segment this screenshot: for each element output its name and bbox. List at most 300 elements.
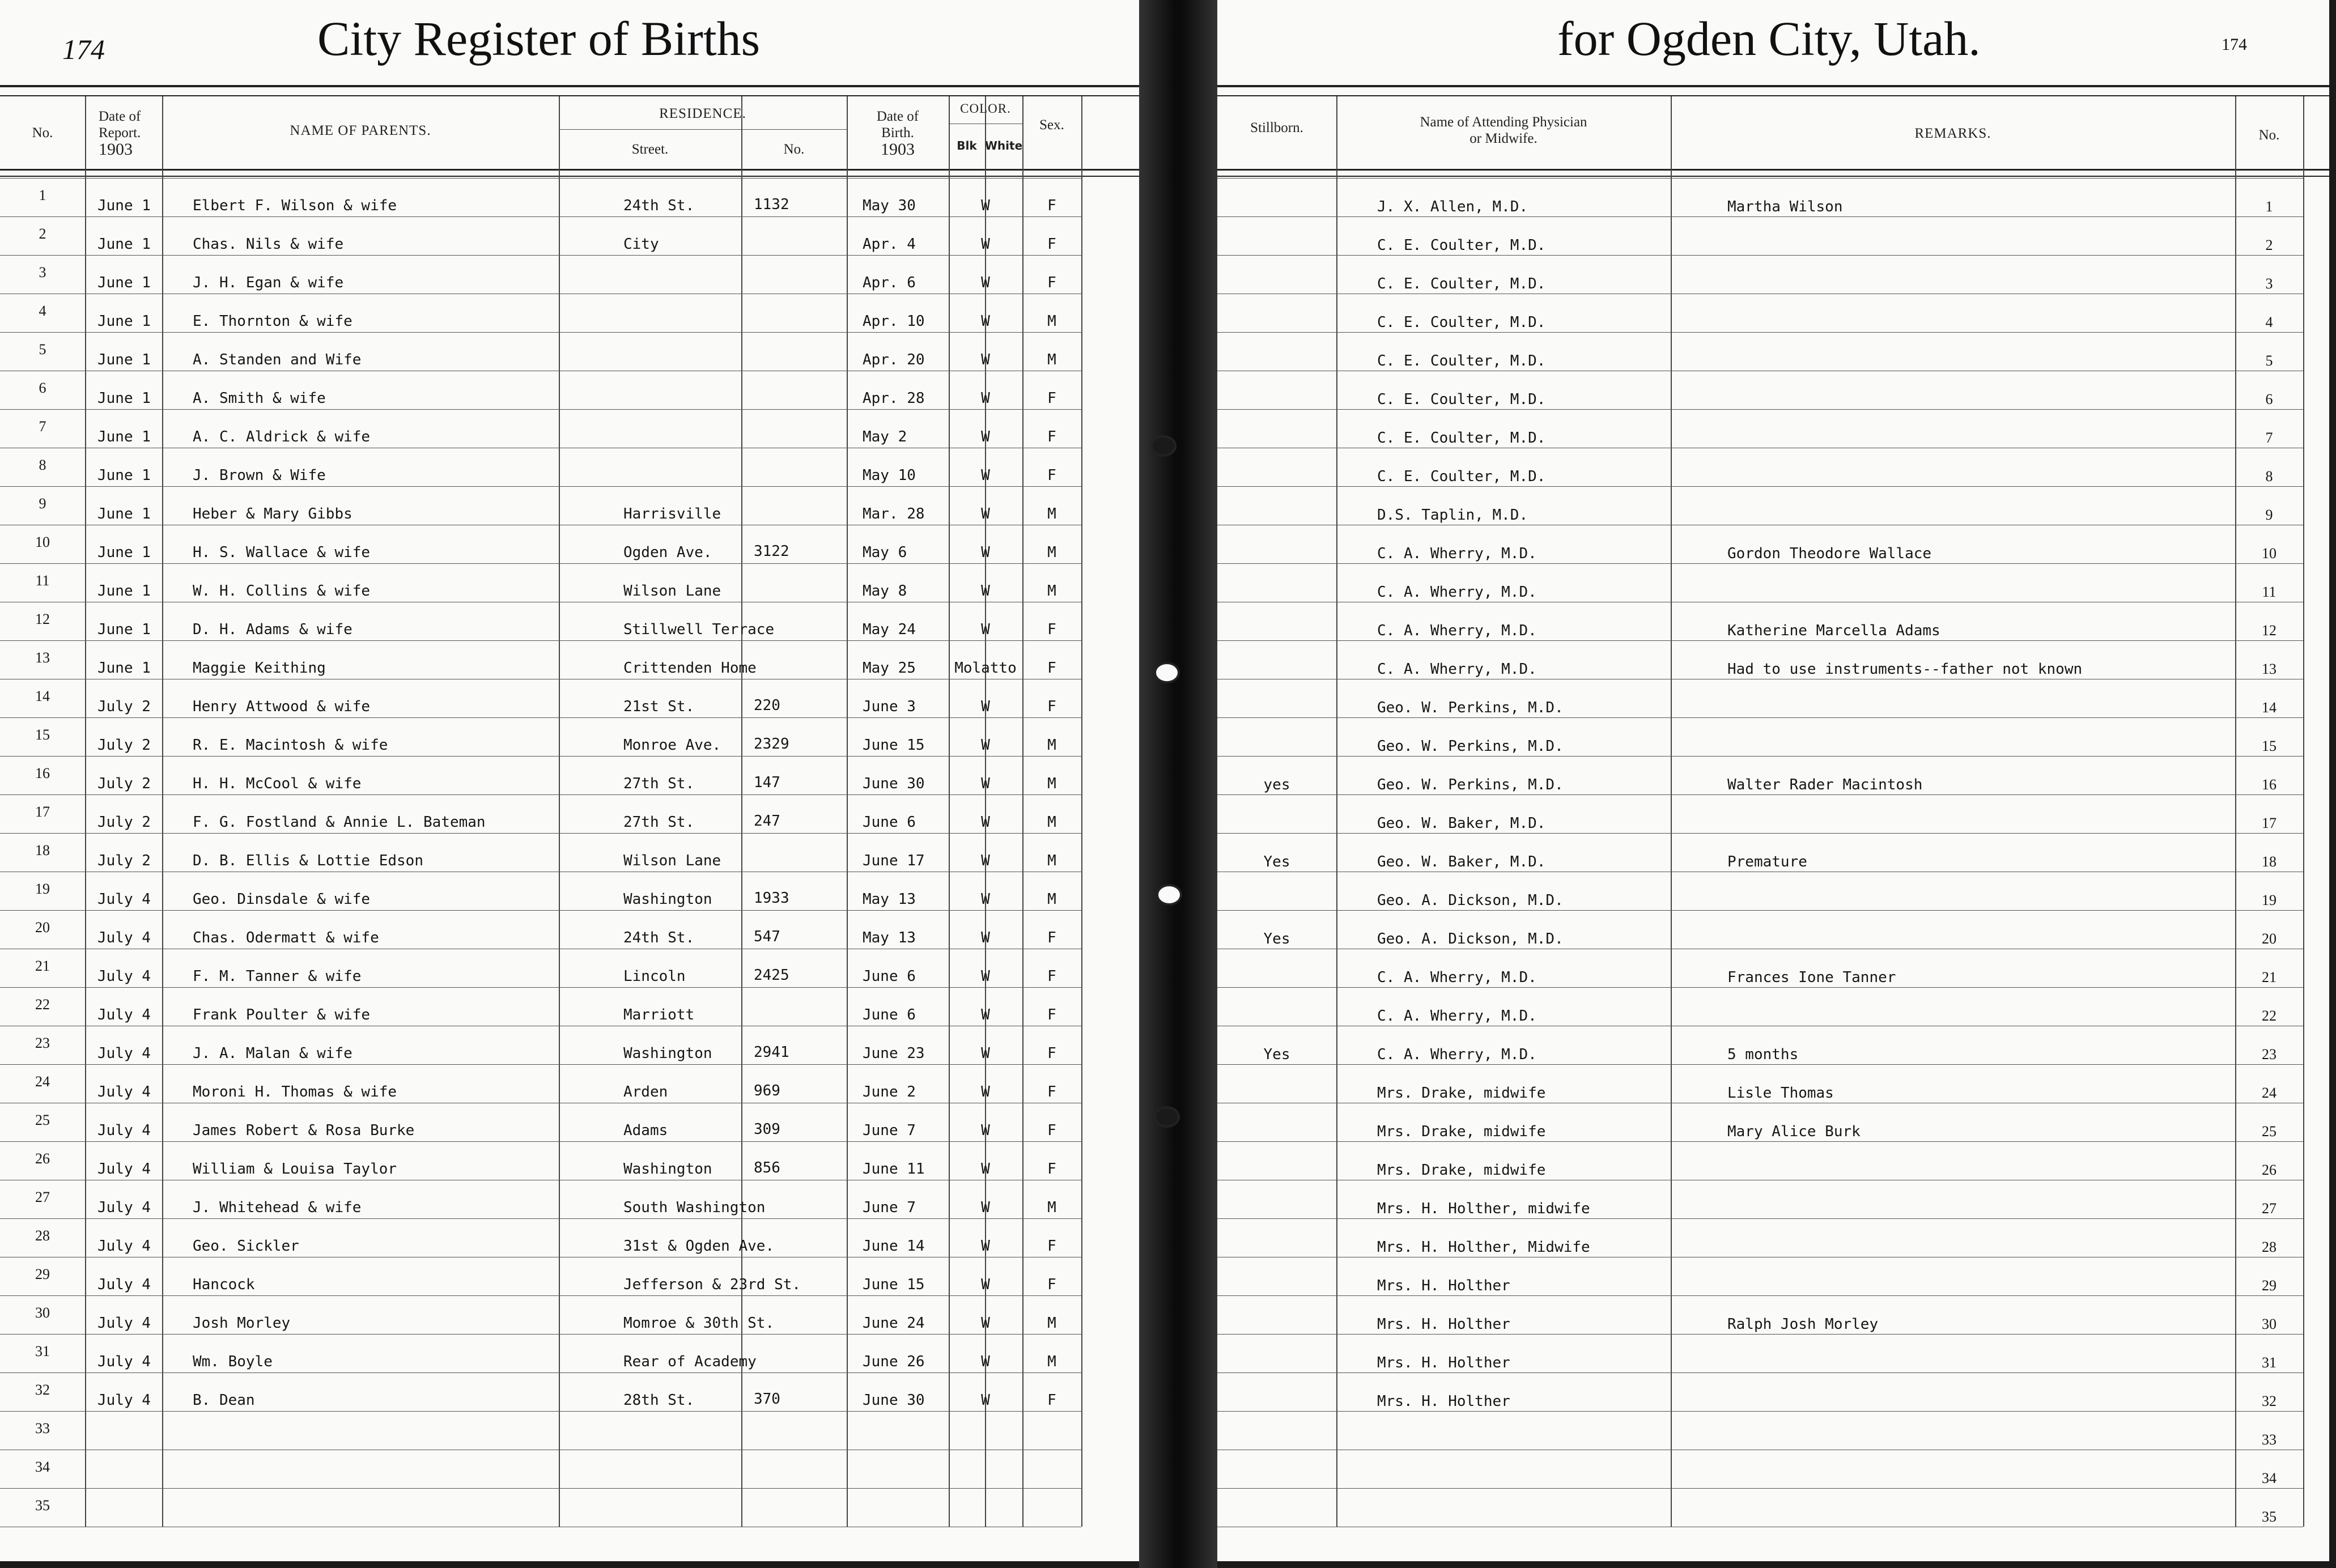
book-gutter xyxy=(1139,0,1217,1568)
color-mark: W xyxy=(981,1199,990,1216)
parents-name: W. H. Collins & wife xyxy=(193,583,371,600)
birth-date: June 14 xyxy=(863,1238,925,1255)
binder-ring-hole xyxy=(1156,884,1182,906)
header-res-no: No. xyxy=(783,141,805,157)
residence-number: 856 xyxy=(754,1159,780,1176)
column-rule xyxy=(162,96,163,1527)
right-row-number: 30 xyxy=(2262,1316,2276,1332)
attending-physician: C. A. Wherry, M.D. xyxy=(1377,584,1537,601)
color-mark: W xyxy=(981,737,990,754)
row-number: 31 xyxy=(35,1343,50,1359)
residence-number: 1933 xyxy=(754,890,789,907)
binder-clip xyxy=(1150,435,1177,457)
birth-date: June 11 xyxy=(863,1161,925,1178)
row-number: 24 xyxy=(35,1073,50,1090)
report-date: June 1 xyxy=(97,583,151,600)
remarks-text: Martha Wilson xyxy=(1727,198,1843,215)
row-rule xyxy=(1217,717,2303,718)
left-page-title: City Register of Births xyxy=(317,11,761,66)
sex-mark: M xyxy=(1047,737,1056,754)
report-date: July 4 xyxy=(97,1122,151,1139)
birth-date: June 17 xyxy=(863,852,925,869)
residence-street: Arden xyxy=(623,1083,668,1100)
header-street: Street. xyxy=(631,141,669,157)
row-rule xyxy=(1217,1488,2303,1489)
residence-number: 370 xyxy=(754,1391,780,1408)
attending-physician: Geo. W. Baker, M.D. xyxy=(1377,853,1546,870)
report-date: July 2 xyxy=(97,775,151,792)
birth-date: Apr. 28 xyxy=(863,390,925,407)
residence-number: 309 xyxy=(754,1121,780,1138)
right-row-number: 20 xyxy=(2262,930,2276,947)
row-number: 6 xyxy=(39,380,46,396)
row-rule xyxy=(1217,563,2303,564)
column-rule xyxy=(741,96,742,1527)
row-number: 14 xyxy=(35,688,50,704)
attending-physician: Mrs. H. Holther xyxy=(1377,1354,1510,1371)
row-number: 15 xyxy=(35,726,50,743)
attending-physician: Mrs. Drake, midwife xyxy=(1377,1123,1546,1140)
color-mark: W xyxy=(981,1045,990,1062)
row-rule xyxy=(0,1372,1081,1373)
residence-street: 24th St. xyxy=(623,197,695,214)
sex-mark: F xyxy=(1047,698,1056,715)
parents-name: Geo. Sickler xyxy=(193,1238,299,1255)
stillborn-mark: Yes xyxy=(1263,1046,1290,1063)
attending-physician: Geo. W. Perkins, M.D. xyxy=(1377,699,1564,716)
attending-physician: C. E. Coulter, M.D. xyxy=(1377,314,1546,331)
report-date: July 4 xyxy=(97,1083,151,1100)
row-number: 17 xyxy=(35,804,50,820)
row-number: 18 xyxy=(35,842,50,859)
birth-date: May 10 xyxy=(863,467,916,484)
color-mark: W xyxy=(981,351,990,368)
parents-name: E. Thornton & wife xyxy=(193,313,352,330)
parents-name: William & Louisa Taylor xyxy=(193,1161,397,1178)
row-number: 5 xyxy=(39,341,46,358)
right-page-title: for Ogden City, Utah. xyxy=(1557,11,1981,66)
parents-name: Josh Morley xyxy=(193,1315,291,1332)
color-mark: W xyxy=(981,544,990,561)
parents-name: R. E. Macintosh & wife xyxy=(193,737,388,754)
left-page xyxy=(0,0,1139,1561)
color-mark: W xyxy=(981,891,990,908)
attending-physician: Geo. W. Perkins, M.D. xyxy=(1377,776,1564,793)
row-number: 25 xyxy=(35,1112,50,1128)
color-mark: W xyxy=(981,1238,990,1255)
sex-mark: M xyxy=(1047,544,1056,561)
report-date: June 1 xyxy=(97,428,151,445)
row-rule xyxy=(1217,409,2303,410)
color-mark: W xyxy=(981,583,990,600)
residence-street: 27th St. xyxy=(623,775,695,792)
attending-physician: C. A. Wherry, M.D. xyxy=(1377,1008,1537,1025)
color-mark: W xyxy=(981,1122,990,1139)
parents-name: J. A. Malan & wife xyxy=(193,1045,352,1062)
residence-street: Stillwell Terrace xyxy=(623,621,775,638)
right-row-number: 24 xyxy=(2262,1085,2276,1101)
column-rule xyxy=(559,96,560,170)
left-page-mark: 174 xyxy=(62,33,105,65)
row-rule xyxy=(0,1411,1081,1412)
column-rule xyxy=(1336,96,1337,1527)
attending-physician: Geo. A. Dickson, M.D. xyxy=(1377,892,1564,909)
row-rule xyxy=(1217,910,2303,911)
row-rule xyxy=(0,794,1081,795)
right-row-number: 26 xyxy=(2262,1162,2276,1178)
color-mark: W xyxy=(981,775,990,792)
column-rule xyxy=(949,96,950,1527)
row-rule xyxy=(1217,1141,2303,1142)
residence-number: 147 xyxy=(754,774,780,791)
report-date: July 4 xyxy=(97,1006,151,1023)
color-mark: W xyxy=(981,1276,990,1293)
residence-number: 1132 xyxy=(754,196,789,213)
row-rule xyxy=(0,833,1081,834)
birth-date: June 6 xyxy=(863,814,916,831)
color-mark: W xyxy=(981,428,990,445)
stillborn-mark: yes xyxy=(1263,776,1290,793)
parents-name: A. C. Aldrick & wife xyxy=(193,428,371,445)
stillborn-mark: Yes xyxy=(1263,853,1290,870)
birth-date: May 25 xyxy=(863,660,916,677)
row-rule xyxy=(0,756,1081,757)
attending-physician: C. E. Coulter, M.D. xyxy=(1377,468,1546,485)
row-rule xyxy=(1217,1064,2303,1065)
residence-street: Crittenden Home xyxy=(623,660,757,677)
birth-date: Apr. 4 xyxy=(863,236,916,253)
binder-ring-hole xyxy=(1154,662,1180,683)
row-rule xyxy=(0,1064,1081,1065)
report-date: July 4 xyxy=(97,1353,151,1370)
report-date: July 2 xyxy=(97,737,151,754)
parents-name: James Robert & Rosa Burke xyxy=(193,1122,415,1139)
sex-mark: F xyxy=(1047,1006,1056,1023)
residence-street: Washington xyxy=(623,1045,712,1062)
residence-street: 27th St. xyxy=(623,814,695,831)
row-rule xyxy=(1217,833,2303,834)
parents-name: H. H. McCool & wife xyxy=(193,775,362,792)
birth-date: May 2 xyxy=(863,428,907,445)
column-rule xyxy=(85,96,86,1527)
sex-mark: F xyxy=(1047,1392,1056,1409)
right-row-number: 7 xyxy=(2265,430,2273,446)
header-blk: Blk xyxy=(957,138,977,152)
report-date: June 1 xyxy=(97,351,151,368)
right-row-number: 6 xyxy=(2265,391,2273,407)
color-mark: W xyxy=(981,1392,990,1409)
right-row-number: 8 xyxy=(2265,468,2273,485)
right-page-mark: 174 xyxy=(2222,35,2247,54)
remarks-text: Had to use instruments--father not known xyxy=(1727,661,2083,678)
parents-name: A. Smith & wife xyxy=(193,390,326,407)
remarks-text: Gordon Theodore Wallace xyxy=(1727,545,1932,562)
color-mark: W xyxy=(981,197,990,214)
birth-date: May 30 xyxy=(863,197,916,214)
row-number: 28 xyxy=(35,1227,50,1244)
sex-mark: F xyxy=(1047,968,1056,985)
sex-mark: M xyxy=(1047,775,1056,792)
right-row-number: 11 xyxy=(2262,584,2276,600)
right-row-number: 23 xyxy=(2262,1046,2276,1063)
row-rule xyxy=(0,563,1081,564)
row-number: 7 xyxy=(39,418,46,435)
header-color: COLOR. xyxy=(960,101,1011,116)
report-date: June 1 xyxy=(97,236,151,253)
right-row-number: 25 xyxy=(2262,1123,2276,1140)
binder-clip xyxy=(1154,1106,1180,1128)
header-date-birth-year: 1903 xyxy=(881,139,915,159)
column-rule xyxy=(2303,96,2304,1527)
header-physician-line-2: or Midwife. xyxy=(1469,131,1537,146)
color-mark: W xyxy=(981,814,990,831)
attending-physician: C. A. Wherry, M.D. xyxy=(1377,1046,1537,1063)
header-white: White xyxy=(984,138,1023,152)
remarks-text: 5 months xyxy=(1727,1046,1799,1063)
row-rule xyxy=(0,640,1081,641)
attending-physician: C. E. Coulter, M.D. xyxy=(1377,237,1546,254)
header-residence: RESIDENCE. xyxy=(659,105,746,121)
parents-name: J. Brown & Wife xyxy=(193,467,326,484)
row-number: 21 xyxy=(35,958,50,974)
row-number: 23 xyxy=(35,1035,50,1051)
row-rule xyxy=(1217,216,2303,217)
column-rule xyxy=(1671,96,1672,1527)
report-date: July 4 xyxy=(97,891,151,908)
row-rule xyxy=(1217,255,2303,256)
row-number: 2 xyxy=(39,226,46,242)
row-rule xyxy=(0,1334,1081,1335)
report-date: June 1 xyxy=(97,274,151,291)
attending-physician: Mrs. H. Holther xyxy=(1377,1277,1510,1294)
residence-street: Jefferson & 23rd St. xyxy=(623,1276,801,1293)
attending-physician: Mrs. Drake, midwife xyxy=(1377,1162,1546,1179)
row-number: 22 xyxy=(35,996,50,1013)
birth-date: June 15 xyxy=(863,737,925,754)
attending-physician: Mrs. H. Holther, Midwife xyxy=(1377,1239,1590,1256)
report-date: July 4 xyxy=(97,1161,151,1178)
attending-physician: C. A. Wherry, M.D. xyxy=(1377,661,1537,678)
birth-date: June 2 xyxy=(863,1083,916,1100)
sex-mark: F xyxy=(1047,274,1056,291)
row-number: 20 xyxy=(35,919,50,936)
residence-number: 247 xyxy=(754,813,780,830)
header-no: No. xyxy=(32,125,53,141)
row-rule xyxy=(0,987,1081,988)
sex-mark: F xyxy=(1047,929,1056,946)
header-physician xyxy=(1336,96,1671,164)
sex-mark: F xyxy=(1047,428,1056,445)
row-rule xyxy=(0,910,1081,911)
residence-number: 2941 xyxy=(754,1044,789,1061)
parents-name: J. H. Egan & wife xyxy=(193,274,344,291)
row-number: 11 xyxy=(35,572,50,589)
remarks-text: Ralph Josh Morley xyxy=(1727,1316,1879,1333)
birth-date: May 6 xyxy=(863,544,907,561)
residence-street: Lincoln xyxy=(623,968,686,985)
row-number: 9 xyxy=(39,495,46,512)
row-rule xyxy=(0,1218,1081,1219)
color-mark: W xyxy=(981,1161,990,1178)
attending-physician: C. E. Coulter, M.D. xyxy=(1377,430,1546,447)
attending-physician: C. A. Wherry, M.D. xyxy=(1377,545,1537,562)
parents-name: F. G. Fostland & Annie L. Bateman xyxy=(193,814,486,831)
row-number: 16 xyxy=(35,765,50,781)
birth-date: Apr. 10 xyxy=(863,313,925,330)
birth-date: Apr. 20 xyxy=(863,351,925,368)
row-rule xyxy=(1217,1295,2303,1296)
right-row-number: 13 xyxy=(2262,661,2276,677)
sex-mark: F xyxy=(1047,1122,1056,1139)
report-date: July 4 xyxy=(97,1276,151,1293)
right-row-number: 14 xyxy=(2262,699,2276,716)
parents-name: Maggie Keithing xyxy=(193,660,326,677)
residence-number: 220 xyxy=(754,697,780,714)
color-mark: W xyxy=(981,968,990,985)
header-stillborn: Stillborn. xyxy=(1250,120,1303,135)
report-date: July 4 xyxy=(97,1392,151,1409)
right-row-number: 33 xyxy=(2262,1431,2276,1448)
right-row-number: 27 xyxy=(2262,1200,2276,1217)
color-mark: W xyxy=(981,621,990,638)
row-rule xyxy=(0,332,1081,333)
birth-date: June 26 xyxy=(863,1353,925,1370)
right-row-number: 17 xyxy=(2262,815,2276,831)
birth-date: May 8 xyxy=(863,583,907,600)
right-row-number: 32 xyxy=(2262,1393,2276,1409)
color-mark: W xyxy=(981,1353,990,1370)
row-number: 19 xyxy=(35,881,50,897)
parents-name: Frank Poulter & wife xyxy=(193,1006,371,1023)
parents-name: Heber & Mary Gibbs xyxy=(193,505,352,522)
right-row-number: 34 xyxy=(2262,1470,2276,1486)
row-rule xyxy=(0,486,1081,487)
birth-date: June 6 xyxy=(863,1006,916,1023)
row-rule xyxy=(0,1141,1081,1142)
right-row-number: 10 xyxy=(2262,545,2276,562)
sex-mark: F xyxy=(1047,1045,1056,1062)
attending-physician: Geo. W. Perkins, M.D. xyxy=(1377,738,1564,755)
row-rule xyxy=(0,1295,1081,1296)
residence-street: Wilson Lane xyxy=(623,583,721,600)
attending-physician: Mrs. H. Holther xyxy=(1377,1393,1510,1410)
sex-mark: M xyxy=(1047,351,1056,368)
residence-number: 2425 xyxy=(754,967,789,984)
report-date: June 1 xyxy=(97,197,151,214)
residence-number: 3122 xyxy=(754,543,789,560)
birth-date: May 24 xyxy=(863,621,916,638)
residence-street: 24th St. xyxy=(623,929,695,946)
row-number: 13 xyxy=(35,649,50,666)
birth-date: June 7 xyxy=(863,1199,916,1216)
birth-date: June 30 xyxy=(863,1392,925,1409)
row-rule xyxy=(1217,987,2303,988)
residence-number: 547 xyxy=(754,928,780,945)
sex-mark: M xyxy=(1047,505,1056,522)
color-mark: W xyxy=(981,1083,990,1100)
attending-physician: Mrs. H. Holther, midwife xyxy=(1377,1200,1590,1217)
residence-street: Marriott xyxy=(623,1006,695,1023)
remarks-text: Lisle Thomas xyxy=(1727,1085,1834,1102)
residence-street: Adams xyxy=(623,1122,668,1139)
parents-name: D. H. Adams & wife xyxy=(193,621,352,638)
parents-name: Hancock xyxy=(193,1276,255,1293)
column-rule xyxy=(847,96,848,1527)
remarks-text: Frances Ione Tanner xyxy=(1727,969,1896,986)
residence-street: Rear of Academy xyxy=(623,1353,757,1370)
stillborn-mark: Yes xyxy=(1263,930,1290,947)
row-number: 35 xyxy=(35,1497,50,1514)
row-number: 29 xyxy=(35,1266,50,1282)
attending-physician: Mrs. Drake, midwife xyxy=(1377,1085,1546,1102)
color-mark: W xyxy=(981,313,990,330)
report-date: June 1 xyxy=(97,313,151,330)
color-mark: W xyxy=(981,1006,990,1023)
birth-date: June 30 xyxy=(863,775,925,792)
residence-street: Washington xyxy=(623,891,712,908)
color-mark: W xyxy=(981,698,990,715)
residence-street: Monroe Ave. xyxy=(623,737,721,754)
sex-mark: F xyxy=(1047,660,1056,677)
residence-number: 2329 xyxy=(754,736,789,753)
parents-name: Wm. Boyle xyxy=(193,1353,273,1370)
attending-physician: D.S. Taplin, M.D. xyxy=(1377,507,1528,524)
attending-physician: C. E. Coulter, M.D. xyxy=(1377,352,1546,369)
right-row-number: 9 xyxy=(2265,507,2273,523)
header-date-report xyxy=(85,96,162,169)
header-date-birth xyxy=(847,96,949,169)
row-rule xyxy=(1217,486,2303,487)
parents-name: Chas. Nils & wife xyxy=(193,236,344,253)
right-row-number: 5 xyxy=(2265,352,2273,369)
parents-name: F. M. Tanner & wife xyxy=(193,968,362,985)
row-number: 10 xyxy=(35,534,50,550)
report-date: June 1 xyxy=(97,390,151,407)
report-date: July 4 xyxy=(97,1315,151,1332)
birth-date: June 24 xyxy=(863,1315,925,1332)
parents-name: B. Dean xyxy=(193,1392,255,1409)
report-date: July 4 xyxy=(97,1199,151,1216)
right-row-number: 22 xyxy=(2262,1008,2276,1024)
residence-street: Harrisville xyxy=(623,505,721,522)
row-rule xyxy=(1217,332,2303,333)
residence-number: 969 xyxy=(754,1082,780,1099)
color-mark: W xyxy=(981,852,990,869)
header-date-report-line-1: Date of xyxy=(99,108,141,124)
row-number: 3 xyxy=(39,264,46,281)
row-rule xyxy=(1217,794,2303,795)
right-page xyxy=(1217,0,2329,1561)
right-row-number: 1 xyxy=(2265,198,2273,215)
residence-street: 21st St. xyxy=(623,698,695,715)
row-rule xyxy=(0,717,1081,718)
residence-street: Washington xyxy=(623,1161,712,1178)
report-date: July 4 xyxy=(97,1238,151,1255)
sex-mark: F xyxy=(1047,1276,1056,1293)
header-right-no: No. xyxy=(2258,127,2280,143)
right-row-number: 31 xyxy=(2262,1354,2276,1371)
attending-physician: Geo. A. Dickson, M.D. xyxy=(1377,930,1564,947)
birth-date: Apr. 6 xyxy=(863,274,916,291)
attending-physician: C. A. Wherry, M.D. xyxy=(1377,622,1537,639)
column-rule xyxy=(559,96,560,1527)
row-rule xyxy=(0,178,1081,179)
header-date-birth-line-2: Birth. xyxy=(881,125,914,141)
color-mark: W xyxy=(981,274,990,291)
header-sex: Sex. xyxy=(1039,117,1064,133)
sex-mark: F xyxy=(1047,1238,1056,1255)
report-date: June 1 xyxy=(97,544,151,561)
